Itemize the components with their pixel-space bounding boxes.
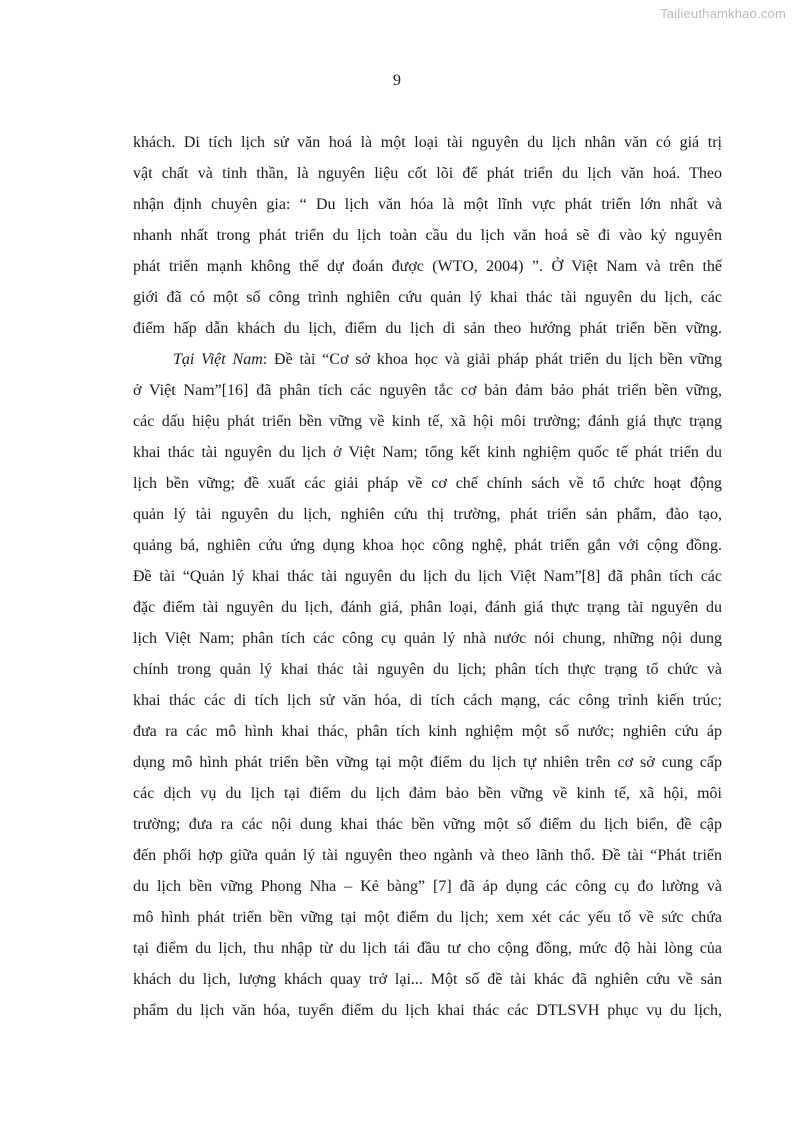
paragraph-2 [133,344,722,1026]
text-line: khách. Di tích lịch sử văn hoá là một loại tài nguyên du lịch nhân văn có giá trị [133,134,722,151]
text-line: các dấu hiệu phát triển bền vững về kinh tế, xã hội môi trường; đánh giá thực trạng [133,413,722,430]
text-line: quảng bá, nghiên cứu ứng dụng khoa học công nghệ, phát triển gắn với cộng đồng. [133,537,722,554]
text-line: đặc điểm tài nguyên du lịch, đánh giá, phân loại, đánh giá thực trạng tài nguyên du [133,599,722,616]
text-line: đến phối hợp giữa quản lý tài nguyên theo ngành và theo lãnh thổ. Đề tài “Phát triển [133,847,722,864]
text-line: phẩm du lịch văn hóa, tuyến điểm du lịch khai thác các DTLSVH phục vụ du lịch, [133,1002,722,1019]
text-line: các dịch vụ du lịch tại điểm du lịch đảm bảo bền vững về kinh tế, xã hội, môi [133,785,722,802]
text-line: phát triển mạnh không thể dự đoán được (WTO, 2004) ”. Ở Việt Nam và trên thế [133,258,722,275]
text-line: chính trong quản lý khai thác tài nguyên du lịch; phân tích thực trạng tổ chức và [133,661,722,678]
text-line: quản lý tài nguyên du lịch, nghiên cứu thị trường, phát triển sản phẩm, đào tạo, [133,506,722,523]
text-line: du lịch bền vững Phong Nha – Kẻ bàng” [7] đã áp dụng các công cụ đo lường và [133,878,722,895]
text-line: điểm hấp dẫn khách du lịch, điểm du lịch di sản theo hướng phát triển bền vững. [133,320,722,337]
text-line: nhanh nhất trong phát triển du lịch toàn cầu du lịch văn hoá sẽ đi vào kỷ nguyên [133,227,722,244]
text-line: Đề tài “Quản lý khai thác tài nguyên du lịch du lịch Việt Nam”[8] đã phân tích các [133,568,722,585]
text-line: khai thác tài nguyên du lịch ở Việt Nam; tổng kết kinh nghiệm quốc tế phát triển du [133,444,722,461]
text-line: ở Việt Nam”[16] đã phân tích các nguyên tắc cơ bản đảm bảo phát triển bền vững, [133,382,722,399]
text-line: tại điểm du lịch, thu nhập từ du lịch tái đầu tư cho cộng đồng, mức độ hài lòng của [133,940,722,957]
text-line: mô hình phát triển bền vững tại một điểm du lịch; xem xét các yếu tố về sức chứa [133,909,722,926]
paragraph-1 [133,127,722,344]
text-line: khách du lịch, lượng khách quay trở lại... Một số đề tài khác đã nghiên cứu về sản [133,971,722,988]
page-number: 9 [393,72,401,89]
paragraph-lead: Tại Việt Nam [173,351,263,368]
text-line: đưa ra các mô hình khai thác, phân tích kinh nghiệm một số nước; nghiên cứu áp [133,723,722,740]
text-line: lịch bền vững; đề xuất các giải pháp về cơ chế chính sách về tổ chức hoạt động [133,475,722,492]
text-line: giới đã có một số công trình nghiên cứu quản lý khai thác tài nguyên du lịch, các [133,289,722,306]
document-body [133,127,722,1026]
watermark: Tailieuthamkhao.com [660,6,786,21]
text-line: khai thác các di tích lịch sử văn hóa, di tích cách mạng, các công trình kiến trúc; [133,692,722,709]
text-line: trường; đưa ra các nội dung khai thác bền vững một số điểm du lịch biển, đề cập [133,816,722,833]
text-line: vật chất và tinh thần, là nguyên liệu cốt lõi để phát triển du lịch văn hoá. Theo [133,165,722,182]
text-line: nhận định chuyên gia: “ Du lịch văn hóa là một lĩnh vực phát triển lớn nhất và [133,196,722,213]
text-line [133,344,722,375]
text-line: dụng mô hình phát triển bền vững tại một điểm du lịch tự nhiên trên cơ sở cung cấp [133,754,722,771]
text-line: lịch Việt Nam; phân tích các công cụ quản lý nhà nước nói chung, những nội dung [133,630,722,647]
text-fragment: : Đề tài “Cơ sở khoa học và giải pháp phát triển du lịch bền vững [262,351,723,368]
